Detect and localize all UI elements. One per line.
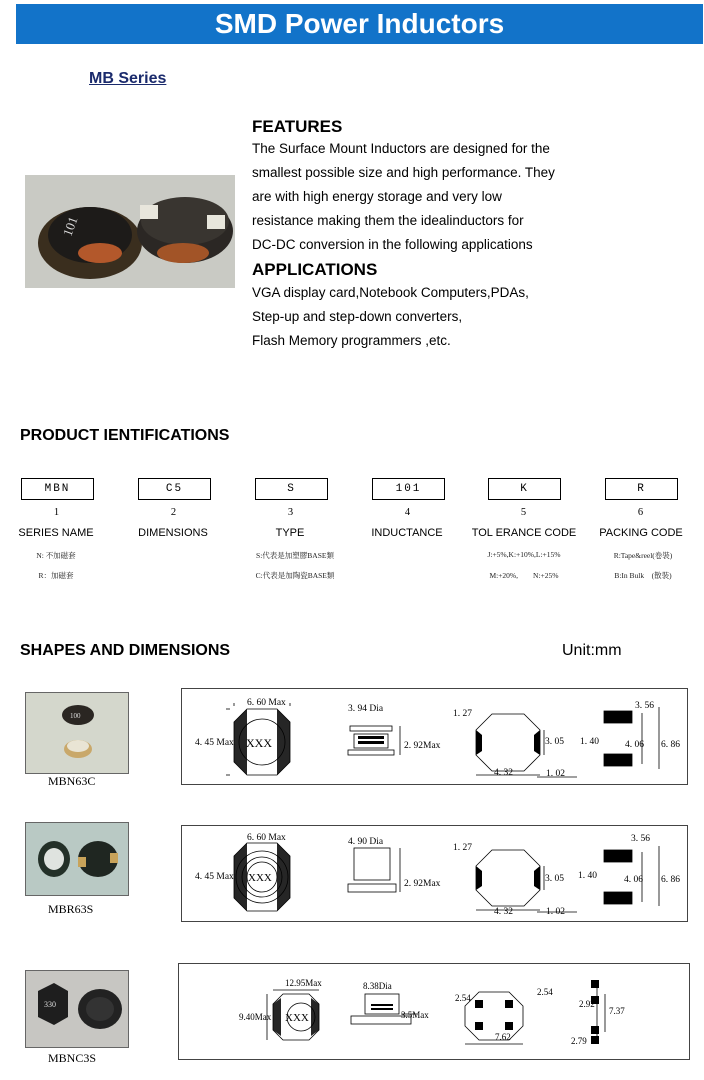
mbnc3s-photo-marking: 330 [44, 1000, 56, 1009]
identifications-heading: PRODUCT IENTIFICATIONS [20, 427, 230, 444]
mbn63c-diameter: 3. 94 Dia [348, 704, 384, 714]
ident-number: 4 [404, 507, 411, 518]
mbr63s-pad-3: 4. 06 [624, 875, 643, 885]
ident-note: C:代表是加陶瓷BASE類 [255, 571, 335, 580]
code-box-packing: R [605, 478, 678, 500]
applications-text [252, 281, 582, 353]
code-box-type: S [255, 478, 328, 500]
product-photo [25, 175, 235, 288]
ident-name: TYPE [275, 527, 305, 539]
features-line: are with high energy storage and very low [252, 189, 502, 204]
applications-line: Flash Memory programmers ,etc. [252, 333, 451, 348]
mbn63c-pad-4: 6. 86 [661, 740, 680, 750]
ident-name: INDUCTANCE [371, 527, 443, 539]
mbnc3s-photo [25, 970, 129, 1048]
mbr63s-dim-3: 4. 32 [494, 907, 513, 917]
mbnc3s-width: 12.95Max [285, 978, 322, 988]
mbn63c-height: 4. 45 Max [195, 738, 234, 748]
features-line: DC-DC conversion in the following applications [252, 237, 533, 252]
mbn63c-drawing [181, 688, 688, 785]
ident-number: 5 [520, 507, 527, 518]
ident-name: SERIES NAME [18, 527, 94, 539]
mbr63s-height: 4. 45 Max [195, 872, 234, 882]
code-box-series: MBN [21, 478, 94, 500]
ident-name: TOL ERANCE CODE [471, 527, 577, 539]
mbnc3s-marking: XXX [285, 1012, 309, 1024]
mbnc3s-dim-1: 2.54 [455, 993, 471, 1003]
mbn63c-dim-1: 1. 27 [453, 709, 472, 719]
features-heading: FEATURES [252, 117, 343, 136]
ident-note: S:代表是加塑膠BASE類 [256, 551, 334, 560]
ident-name: DIMENSIONS [138, 527, 208, 539]
mbn63c-width: 6. 60 Max [247, 698, 286, 708]
shapes-heading: SHAPES AND DIMENSIONS [20, 642, 231, 659]
mbr63s-max-height: 2. 92Max [404, 879, 441, 889]
mbnc3s-pad-3: 2.79 [571, 1036, 587, 1046]
mbn63c-dim-3: 4. 32 [494, 768, 513, 778]
applications-line: Step-up and step-down converters, [252, 309, 463, 324]
features-line: resistance making them the idealinductors for [252, 213, 524, 228]
mbr63s-pad-4: 6. 86 [661, 875, 680, 885]
mbnc3s-drawing [178, 963, 690, 1060]
ident-note: R:Tape&reel(卷裝) [613, 551, 673, 560]
mbnc3s-dim-3: 7.62 [495, 1032, 511, 1042]
mbr63s-diameter: 4. 90 Dia [348, 837, 384, 847]
mbr63s-pad-1: 3. 56 [631, 834, 650, 844]
svg-text:101: 101 [59, 214, 81, 239]
page-title-banner: SMD Power Inductors [16, 4, 703, 44]
ident-number: 6 [637, 507, 644, 518]
code-box-inductance: 101 [372, 478, 445, 500]
ident-note: J:+5%,K:+10%,L:+15% [487, 550, 561, 559]
mbr63s-dim-4: 1. 02 [546, 907, 565, 917]
features-line: smallest possible size and high performance. They [252, 165, 555, 180]
mbr63s-photo [25, 822, 129, 896]
mbnc3s-dimension-svg [179, 964, 689, 1059]
mbn63c-dim-2: 3. 05 [545, 737, 564, 747]
mbnc3s-max-height: 3.5Max [401, 1010, 429, 1020]
ident-name: PACKING CODE [599, 527, 683, 539]
code-box-tolerance: K [488, 478, 561, 500]
inductor-photo-graphic [25, 175, 235, 288]
ident-number: 3 [287, 507, 294, 518]
mbn63c-caption: MBN63C [48, 774, 96, 788]
mbr63s-drawing [181, 825, 688, 922]
ident-number: 1 [53, 507, 60, 518]
ident-note: B:In Bulk (散裝) [614, 571, 672, 580]
applications-line: VGA display card,Notebook Computers,PDAs, [252, 285, 529, 300]
mbnc3s-pad-2: 7.37 [609, 1006, 625, 1016]
mbr63s-caption: MBR63S [48, 902, 94, 916]
applications-heading: APPLICATIONS [252, 260, 378, 279]
mbr63s-width: 6. 60 Max [247, 833, 286, 843]
mbr63s-photo-graphic [26, 823, 128, 895]
features-text [252, 137, 582, 257]
mbn63c-pad-3: 4. 06 [625, 740, 644, 750]
code-box-dimensions: C5 [138, 478, 211, 500]
mbn63c-dim-4: 1. 02 [546, 769, 565, 779]
mbn63c-photo-marking: 100 [70, 712, 81, 720]
ident-note: N: 不加磁套 [36, 551, 76, 560]
mbr63s-dimension-svg [182, 826, 687, 921]
unit-label: Unit:mm [562, 642, 622, 659]
series-title: MB Series [89, 70, 167, 87]
mbnc3s-height: 9.40Max [239, 1012, 272, 1022]
mbn63c-marking: XXX [246, 736, 272, 750]
ident-number: 2 [170, 507, 177, 518]
mbr63s-marking: XXX [248, 872, 272, 884]
mbn63c-photo [25, 692, 129, 774]
mbnc3s-diameter: 8.38Dia [363, 981, 392, 991]
mbn63c-pad-2: 1. 40 [580, 737, 599, 747]
ident-note: R：加磁套 [38, 571, 74, 580]
mbr63s-pad-2: 1. 40 [578, 871, 597, 881]
mbnc3s-dim-2: 2.54 [537, 987, 553, 997]
ident-note: M:+20%, N:+25% [489, 571, 559, 580]
features-line: The Surface Mount Inductors are designed for the [252, 141, 550, 156]
mbn63c-pad-1: 3. 56 [635, 701, 654, 711]
mbr63s-dim-2: 3. 05 [545, 874, 564, 884]
mbnc3s-photo-graphic [26, 971, 128, 1047]
mbn63c-dimension-svg [182, 689, 687, 784]
mbn63c-max-height: 2. 92Max [404, 741, 441, 751]
mbnc3s-caption: MBNC3S [48, 1051, 97, 1065]
mbn63c-photo-graphic [26, 693, 128, 773]
mbr63s-dim-1: 1. 27 [453, 843, 472, 853]
mbnc3s-pad-1: 2.92 [579, 999, 595, 1009]
